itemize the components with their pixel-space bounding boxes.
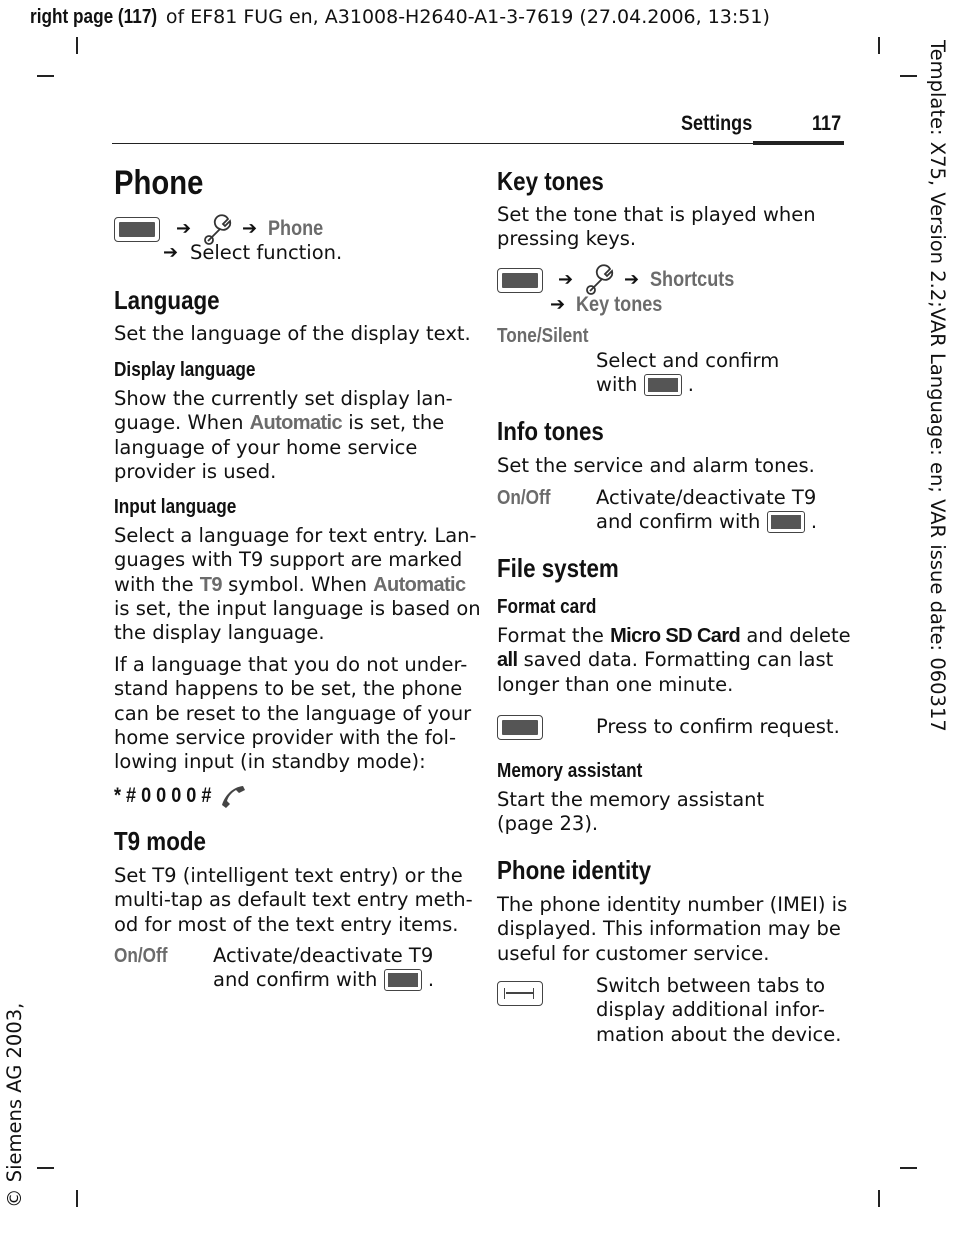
- menu-key-icon: [497, 268, 543, 293]
- arrow-right-icon: ➔: [176, 218, 192, 239]
- nav-path-phone: [114, 217, 160, 242]
- info-tones-text: Set the service and alarm tones.: [497, 454, 815, 477]
- info-tones-option-on-off: On/Off: [497, 487, 551, 509]
- arrow-right-icon: ➔: [558, 269, 574, 290]
- reset-language-text: If a language that you do not under- stand happens to be set, the phone can be reset to the language of your home service provider with the fol- lowing input (in standby mode):: [114, 653, 472, 774]
- header-rule: [112, 143, 844, 144]
- nav-key-tones-label: Key tones: [576, 293, 663, 316]
- nav-key: [497, 981, 543, 1010]
- crop-mark: [878, 1190, 880, 1207]
- display-language-text: Show the currently set display lan- guage. When Automatic is set, the language of your home service provider is used.: [114, 387, 453, 483]
- nav-phone-label: Phone: [268, 217, 324, 240]
- arrow-right-icon: ➔: [624, 269, 640, 290]
- format-card-text: Format the Micro SD Card and delete all saved data. Formatting can last longer than one minute.: [497, 624, 851, 696]
- header-rule-thick: [753, 141, 844, 145]
- menu-key-icon: [114, 217, 160, 242]
- switch-tabs-text: Switch between tabs to display additional infor- mation about the device.: [596, 974, 842, 1046]
- crop-mark: [900, 75, 917, 77]
- tone-silent-desc: Select and confirm with .: [596, 349, 780, 397]
- t9-option-on-off: On/Off: [114, 945, 168, 967]
- print-info-page: right page (117): [30, 6, 158, 28]
- template-info-text: Template: X75, Version 2.2;VAR Language: en; VAR issue date: 060317: [926, 40, 949, 732]
- page-number: 117: [812, 112, 842, 135]
- nav-shortcuts-label: Shortcuts: [650, 268, 735, 291]
- arrow-right-icon: ➔: [550, 294, 566, 315]
- print-info-rest: of EF81 FUG en, A31008-H2640-A1-3-7619 (27.04.2006, 13:51): [159, 6, 770, 28]
- memory-assistant-text: Start the memory assistant (page 23).: [497, 788, 765, 836]
- crop-mark: [878, 37, 880, 54]
- t9-option-desc: Activate/deactivate T9 and confirm with .: [213, 944, 435, 992]
- call-key-icon: [219, 783, 247, 809]
- print-info: [30, 6, 770, 29]
- info-tones-heading: Info tones: [497, 416, 604, 446]
- menu-key-icon: [497, 715, 543, 740]
- t9-mode-heading: T9 mode: [114, 826, 206, 856]
- input-language-text: Select a language for text entry. Lan- guages with T9 support are marked with the T9 symbol. When Automatic is set, the input language is based on the display language.: [114, 524, 481, 645]
- language-heading: Language: [114, 285, 220, 315]
- press-confirm-text: Press to confirm request.: [596, 715, 840, 738]
- template-info: [925, 40, 949, 732]
- format-card-heading: Format card: [497, 596, 597, 618]
- crop-mark: [37, 1167, 54, 1169]
- phone-identity-text: The phone identity number (IMEI) is displayed. This information may be useful for customer service.: [497, 893, 848, 965]
- menu-key-icon: [767, 511, 805, 533]
- confirm-key: [497, 715, 543, 740]
- tone-silent-option: Tone/Silent: [497, 325, 589, 347]
- wrench-icon: [582, 263, 616, 297]
- page-title: Phone: [114, 164, 204, 202]
- t9-mode-text: Set T9 (intelligent text entry) or the multi-tap as default text entry meth- od for most of the text entry items.: [114, 864, 473, 936]
- file-system-heading: File system: [497, 553, 619, 583]
- copyright-text: © Siemens AG 2003,: [3, 1002, 26, 1208]
- key-tones-heading: Key tones: [497, 166, 604, 196]
- language-intro: Set the language of the display text.: [114, 322, 471, 345]
- nav-select-function: Select function.: [190, 241, 343, 264]
- arrow-right-icon: ➔: [242, 218, 258, 239]
- arrow-right-icon: ➔: [163, 242, 179, 263]
- header-section: Settings: [681, 112, 753, 135]
- menu-key-icon: [644, 374, 682, 396]
- key-tones-text: Set the tone that is played when pressing keys.: [497, 203, 816, 251]
- display-language-heading: Display language: [114, 359, 256, 381]
- phone-identity-heading: Phone identity: [497, 855, 652, 885]
- crop-mark: [76, 1190, 78, 1207]
- crop-mark: [900, 1167, 917, 1169]
- memory-assistant-heading: Memory assistant: [497, 760, 643, 782]
- crop-mark: [76, 37, 78, 54]
- input-language-heading: Input language: [114, 496, 237, 518]
- info-tones-option-desc: Activate/deactivate T9 and confirm with .: [596, 486, 818, 534]
- crop-mark: [37, 75, 54, 77]
- reset-code: * # 0 0 0 0 #: [114, 784, 212, 807]
- nav-key-icon: [497, 981, 543, 1006]
- menu-key-icon: [384, 969, 422, 991]
- nav-path-key-tones: [497, 268, 543, 293]
- copyright: [3, 1002, 27, 1210]
